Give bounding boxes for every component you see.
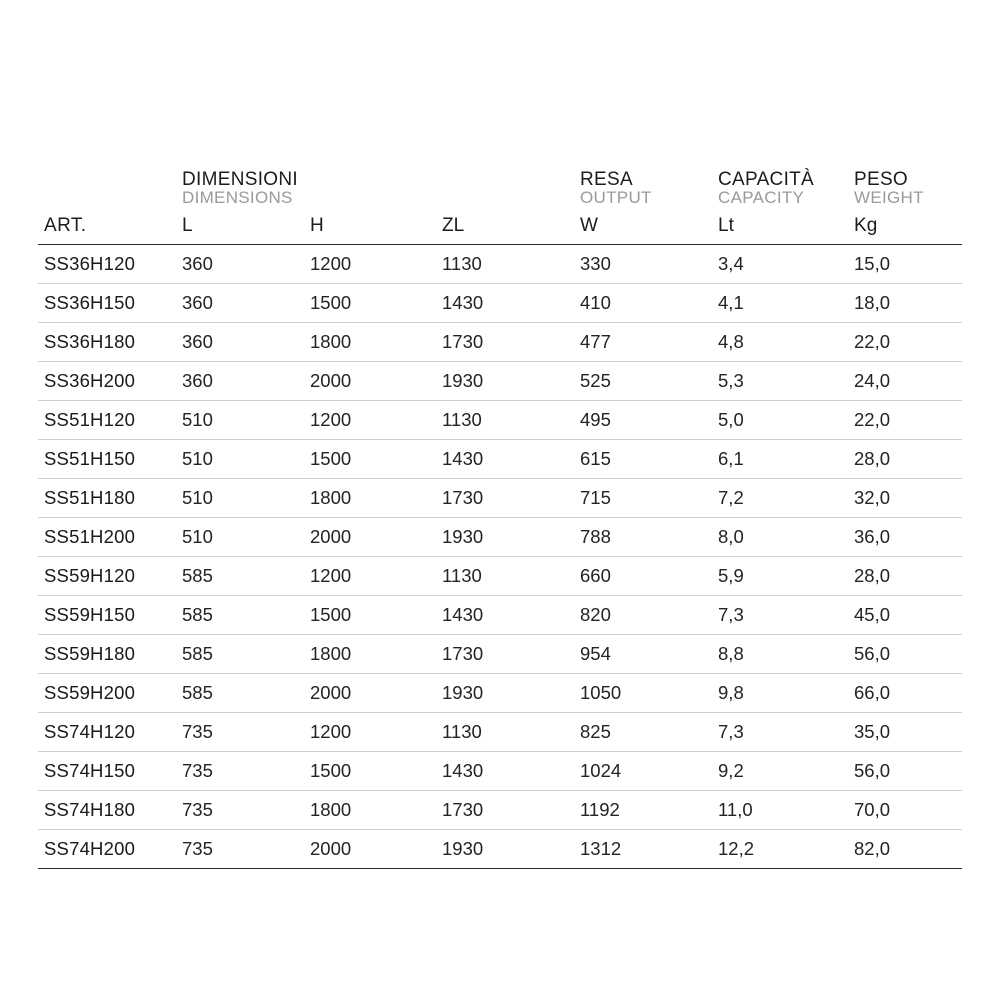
cell-kg: 66,0 bbox=[852, 673, 962, 712]
group-header-dimensions bbox=[180, 170, 578, 209]
table-row bbox=[38, 829, 962, 868]
cell-l: 360 bbox=[180, 322, 308, 361]
cell-art: SS51H180 bbox=[38, 478, 180, 517]
cell-kg: 36,0 bbox=[852, 517, 962, 556]
cell-w: 615 bbox=[578, 439, 716, 478]
cell-h: 1500 bbox=[308, 439, 440, 478]
column-header-kg: Kg bbox=[852, 209, 962, 245]
column-header-w: W bbox=[578, 209, 716, 245]
table-row bbox=[38, 595, 962, 634]
cell-kg: 18,0 bbox=[852, 283, 962, 322]
cell-lt: 7,3 bbox=[716, 712, 852, 751]
group-label-it-peso: PESO bbox=[854, 169, 909, 190]
cell-zl: 1930 bbox=[440, 829, 578, 868]
cell-art: SS59H180 bbox=[38, 634, 180, 673]
cell-lt: 9,2 bbox=[716, 751, 852, 790]
cell-zl: 1130 bbox=[440, 244, 578, 283]
cell-lt: 12,2 bbox=[716, 829, 852, 868]
cell-art: SS36H120 bbox=[38, 244, 180, 283]
cell-lt: 9,8 bbox=[716, 673, 852, 712]
cell-w: 820 bbox=[578, 595, 716, 634]
cell-l: 510 bbox=[180, 400, 308, 439]
cell-art: SS59H200 bbox=[38, 673, 180, 712]
cell-w: 525 bbox=[578, 361, 716, 400]
table-row bbox=[38, 517, 962, 556]
cell-art: SS36H200 bbox=[38, 361, 180, 400]
cell-lt: 8,0 bbox=[716, 517, 852, 556]
cell-h: 1800 bbox=[308, 478, 440, 517]
cell-zl: 1130 bbox=[440, 400, 578, 439]
cell-h: 2000 bbox=[308, 829, 440, 868]
cell-l: 735 bbox=[180, 829, 308, 868]
cell-lt: 4,8 bbox=[716, 322, 852, 361]
cell-h: 2000 bbox=[308, 361, 440, 400]
group-header-output bbox=[578, 170, 716, 209]
cell-l: 360 bbox=[180, 283, 308, 322]
cell-zl: 1730 bbox=[440, 322, 578, 361]
column-header-zl: ZL bbox=[440, 209, 578, 245]
cell-lt: 5,3 bbox=[716, 361, 852, 400]
cell-art: SS51H200 bbox=[38, 517, 180, 556]
group-header-weight bbox=[852, 170, 962, 209]
cell-h: 1500 bbox=[308, 595, 440, 634]
column-header-h: H bbox=[308, 209, 440, 245]
cell-lt: 6,1 bbox=[716, 439, 852, 478]
cell-zl: 1130 bbox=[440, 712, 578, 751]
cell-w: 1024 bbox=[578, 751, 716, 790]
cell-art: SS74H200 bbox=[38, 829, 180, 868]
table-row bbox=[38, 283, 962, 322]
cell-h: 1200 bbox=[308, 712, 440, 751]
cell-kg: 15,0 bbox=[852, 244, 962, 283]
cell-w: 660 bbox=[578, 556, 716, 595]
cell-lt: 7,2 bbox=[716, 478, 852, 517]
cell-zl: 1930 bbox=[440, 517, 578, 556]
cell-l: 585 bbox=[180, 595, 308, 634]
table-row bbox=[38, 478, 962, 517]
cell-art: SS36H180 bbox=[38, 322, 180, 361]
table-row bbox=[38, 361, 962, 400]
cell-h: 1500 bbox=[308, 283, 440, 322]
cell-zl: 1430 bbox=[440, 439, 578, 478]
column-header-art: ART. bbox=[38, 209, 180, 245]
cell-kg: 28,0 bbox=[852, 556, 962, 595]
cell-l: 510 bbox=[180, 478, 308, 517]
cell-lt: 5,9 bbox=[716, 556, 852, 595]
column-header-l: L bbox=[180, 209, 308, 245]
cell-art: SS36H150 bbox=[38, 283, 180, 322]
cell-kg: 24,0 bbox=[852, 361, 962, 400]
table-row bbox=[38, 673, 962, 712]
table-row bbox=[38, 244, 962, 283]
cell-zl: 1430 bbox=[440, 283, 578, 322]
column-header-row bbox=[38, 209, 962, 245]
cell-zl: 1730 bbox=[440, 478, 578, 517]
cell-w: 715 bbox=[578, 478, 716, 517]
cell-l: 585 bbox=[180, 556, 308, 595]
group-label-en-weight: WEIGHT bbox=[854, 188, 924, 208]
cell-h: 1200 bbox=[308, 400, 440, 439]
table-row bbox=[38, 634, 962, 673]
cell-l: 360 bbox=[180, 361, 308, 400]
table-row bbox=[38, 322, 962, 361]
cell-h: 1500 bbox=[308, 751, 440, 790]
cell-lt: 8,8 bbox=[716, 634, 852, 673]
cell-h: 1800 bbox=[308, 634, 440, 673]
cell-art: SS74H180 bbox=[38, 790, 180, 829]
cell-art: SS51H120 bbox=[38, 400, 180, 439]
cell-h: 1800 bbox=[308, 790, 440, 829]
cell-l: 735 bbox=[180, 712, 308, 751]
cell-kg: 82,0 bbox=[852, 829, 962, 868]
cell-kg: 22,0 bbox=[852, 400, 962, 439]
cell-l: 510 bbox=[180, 517, 308, 556]
cell-l: 585 bbox=[180, 673, 308, 712]
cell-zl: 1730 bbox=[440, 790, 578, 829]
cell-h: 1800 bbox=[308, 322, 440, 361]
cell-w: 330 bbox=[578, 244, 716, 283]
cell-h: 1200 bbox=[308, 556, 440, 595]
cell-w: 1050 bbox=[578, 673, 716, 712]
cell-zl: 1930 bbox=[440, 361, 578, 400]
cell-l: 510 bbox=[180, 439, 308, 478]
cell-h: 2000 bbox=[308, 673, 440, 712]
table-body bbox=[38, 244, 962, 868]
cell-kg: 35,0 bbox=[852, 712, 962, 751]
cell-kg: 70,0 bbox=[852, 790, 962, 829]
table-row bbox=[38, 790, 962, 829]
group-label-en-dimensions: DIMENSIONS bbox=[182, 188, 293, 208]
cell-w: 410 bbox=[578, 283, 716, 322]
cell-kg: 32,0 bbox=[852, 478, 962, 517]
cell-l: 735 bbox=[180, 751, 308, 790]
cell-art: SS74H150 bbox=[38, 751, 180, 790]
cell-art: SS59H150 bbox=[38, 595, 180, 634]
cell-zl: 1930 bbox=[440, 673, 578, 712]
cell-kg: 45,0 bbox=[852, 595, 962, 634]
specification-table bbox=[38, 170, 962, 869]
group-label-it-resa: RESA bbox=[580, 169, 633, 190]
group-label-it-capacita: CAPACITÀ bbox=[718, 169, 815, 190]
cell-kg: 56,0 bbox=[852, 751, 962, 790]
cell-zl: 1430 bbox=[440, 595, 578, 634]
column-header-lt: Lt bbox=[716, 209, 852, 245]
cell-w: 788 bbox=[578, 517, 716, 556]
cell-l: 360 bbox=[180, 244, 308, 283]
cell-zl: 1130 bbox=[440, 556, 578, 595]
group-header-empty bbox=[38, 170, 180, 209]
table-row bbox=[38, 400, 962, 439]
group-header-row bbox=[38, 170, 962, 209]
cell-l: 585 bbox=[180, 634, 308, 673]
table-row bbox=[38, 439, 962, 478]
cell-w: 1192 bbox=[578, 790, 716, 829]
cell-kg: 28,0 bbox=[852, 439, 962, 478]
cell-lt: 4,1 bbox=[716, 283, 852, 322]
cell-w: 495 bbox=[578, 400, 716, 439]
cell-art: SS74H120 bbox=[38, 712, 180, 751]
table-row bbox=[38, 751, 962, 790]
table-row bbox=[38, 712, 962, 751]
cell-h: 1200 bbox=[308, 244, 440, 283]
cell-lt: 3,4 bbox=[716, 244, 852, 283]
cell-h: 2000 bbox=[308, 517, 440, 556]
group-label-it-dimensioni: DIMENSIONI bbox=[182, 169, 298, 190]
cell-w: 477 bbox=[578, 322, 716, 361]
group-label-en-capacity: CAPACITY bbox=[718, 188, 805, 208]
cell-zl: 1730 bbox=[440, 634, 578, 673]
table-row bbox=[38, 556, 962, 595]
cell-lt: 11,0 bbox=[716, 790, 852, 829]
cell-w: 954 bbox=[578, 634, 716, 673]
cell-art: SS59H120 bbox=[38, 556, 180, 595]
cell-kg: 56,0 bbox=[852, 634, 962, 673]
cell-lt: 5,0 bbox=[716, 400, 852, 439]
cell-kg: 22,0 bbox=[852, 322, 962, 361]
cell-zl: 1430 bbox=[440, 751, 578, 790]
cell-lt: 7,3 bbox=[716, 595, 852, 634]
group-label-en-output: OUTPUT bbox=[580, 188, 652, 208]
cell-w: 1312 bbox=[578, 829, 716, 868]
cell-l: 735 bbox=[180, 790, 308, 829]
cell-w: 825 bbox=[578, 712, 716, 751]
group-header-capacity bbox=[716, 170, 852, 209]
cell-art: SS51H150 bbox=[38, 439, 180, 478]
